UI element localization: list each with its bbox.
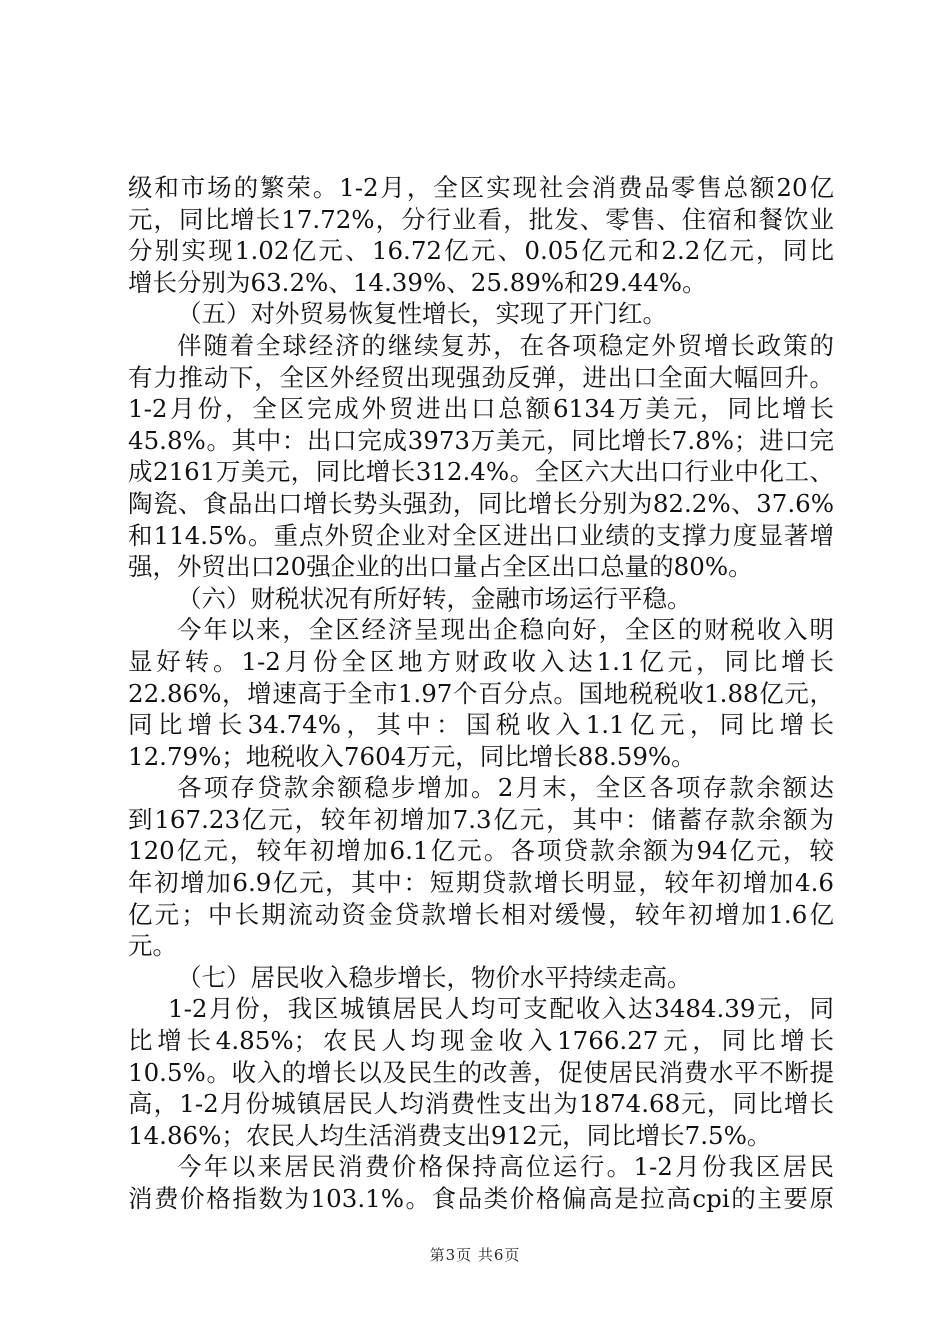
text-line: 10.5%。收入的增长以及民生的改善，促使居民消费水平不断提 [128, 1057, 834, 1087]
text-line: 高，1-2月份城镇居民人均消费性支出为1874.68元，同比增长 [128, 1089, 834, 1119]
text-line: 强，外贸出口20强企业的出口量占全区出口总量的80%。 [128, 552, 753, 582]
text-line: 和114.5%。重点外贸企业对全区进出口业绩的支撑力度显著增 [128, 520, 834, 550]
text-line: 消费价格指数为103.1%。食品类价格偏高是拉高cpi的主要原 [128, 1184, 834, 1213]
text-line: 亿元；中长期流动资金贷款增长相对缓慢，较年初增加1.6亿 [128, 899, 834, 929]
text-line: 分别实现1.02亿元、16.72亿元、0.05亿元和2.2亿元，同比 [128, 236, 834, 266]
text-line: 成2161万美元，同比增长312.4%。全区六大出口行业中化工、 [128, 457, 834, 487]
text-line: 今年以来居民消费价格保持高位运行。1-2月份我区居民 [177, 1152, 834, 1182]
text-line: 同比增长34.74%，其中：国税收入1.1亿元，同比增长 [128, 710, 834, 740]
text-line: 45.8%。其中：出口完成3973万美元，同比增长7.8%；进口完 [128, 425, 834, 455]
text-line: 到167.23亿元，较年初增加7.3亿元，其中：储蓄存款余额为 [128, 804, 834, 834]
text-line: 年初增加6.9亿元，其中：短期贷款增长明显，较年初增加4.6 [128, 868, 834, 898]
text-line: 各项存贷款余额稳步增加。2月末，全区各项存款余额达 [177, 773, 834, 803]
section-heading: （六）财税状况有所好转，金融市场运行平稳。 [177, 583, 692, 613]
section-heading: （七）居民收入稳步增长，物价水平持续走高。 [177, 962, 692, 992]
text-line: 级和市场的繁荣。1-2月，全区实现社会消费品零售总额20亿 [128, 173, 834, 202]
text-line: 有力推动下，全区外经贸出现强劲反弹，进出口全面大幅回升。 [128, 362, 834, 392]
page-footer [0, 1244, 950, 1265]
text-line: 元，同比增长17.72%，分行业看，批发、零售、住宿和餐饮业 [128, 204, 834, 234]
text-line: 22.86%，增速高于全市1.97个百分点。国地税税收1.88亿元， [128, 678, 834, 708]
text-line: 1-2月份，全区完成外贸进出口总额6134万美元，同比增长 [128, 394, 834, 424]
text-line: 陶瓷、食品出口增长势头强劲，同比增长分别为82.2%、37.6% [128, 488, 834, 518]
page-number-label: 第3页 共6页 [429, 1246, 521, 1264]
text-line: 伴随着全球经济的继续复苏，在各项稳定外贸增长政策的 [177, 330, 834, 360]
text-line: 元。 [128, 931, 177, 961]
section-heading: （五）对外贸易恢复性增长，实现了开门红。 [177, 299, 667, 329]
text-line: 比增长4.85%；农民人均现金收入1766.27元，同比增长 [128, 1026, 834, 1056]
text-line: 1-2月份，我区城镇居民人均可支配收入达3484.39元，同 [168, 994, 834, 1024]
text-line: 显好转。1-2月份全区地方财政收入达1.1亿元，同比增长 [128, 646, 834, 676]
document-body [128, 172, 834, 1215]
text-line: 12.79%；地税收入7604万元，同比增长88.59%。 [128, 741, 696, 771]
text-line: 120亿元，较年初增加6.1亿元。各项贷款余额为94亿元，较 [128, 836, 834, 866]
text-line: 增长分别为63.2%、14.39%、25.89%和29.44%。 [128, 267, 707, 297]
text-line: 今年以来，全区经济呈现出企稳向好，全区的财税收入明 [177, 615, 834, 645]
text-line: 14.86%；农民人均生活消费支出912元，同比增长7.5%。 [128, 1120, 772, 1150]
